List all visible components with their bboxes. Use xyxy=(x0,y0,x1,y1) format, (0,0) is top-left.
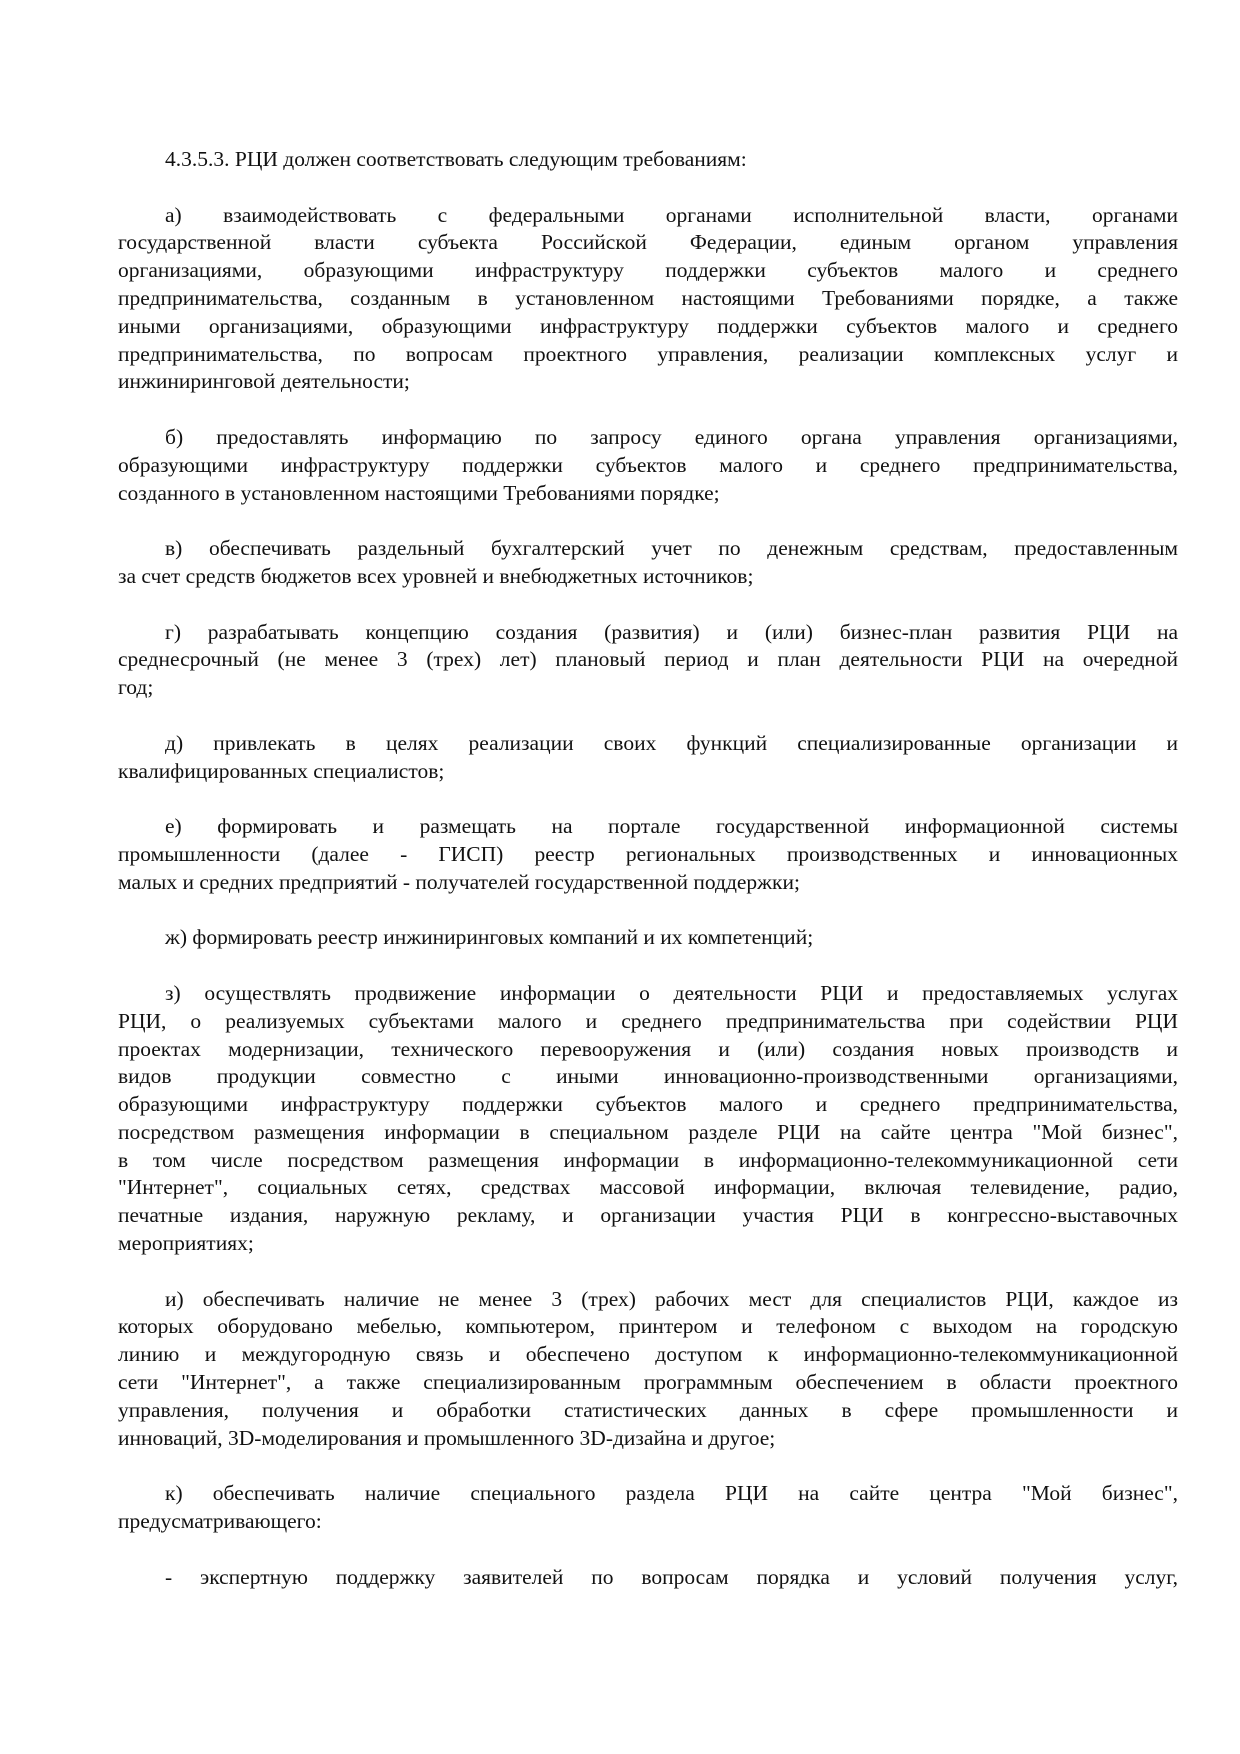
text-line: государственной власти субъекта Российской Федерации, единым органом управления xyxy=(118,230,1178,255)
text-line: промышленности (далее - ГИСП) реестр региональных производственных и инновационных xyxy=(118,841,1178,866)
text-line: и) обеспечивать наличие не менее 3 (трех) рабочих мест для специалистов РЦИ, каждое из xyxy=(165,1286,1178,1311)
text-line: 4.3.5.3. РЦИ должен соответствовать следующим требованиям: xyxy=(165,147,747,171)
text-line: печатные издания, наружную рекламу, и организации участия РЦИ в конгрессно-выставочных xyxy=(118,1203,1178,1228)
text-line: малых и средних предприятий - получателей государственной поддержки; xyxy=(118,869,800,894)
paragraph xyxy=(118,1286,1178,1453)
text-line: сети "Интернет", а также специализированным программным обеспечением в области проектного xyxy=(118,1370,1178,1395)
paragraph xyxy=(118,1564,1178,1592)
text-line: - экспертную поддержку заявителей по вопросам порядка и условий получения услуг, xyxy=(165,1564,1178,1589)
text-line: организациями, образующими инфраструктуру поддержки субъектов малого и среднего xyxy=(118,258,1178,283)
paragraph xyxy=(118,1480,1178,1536)
text-line: управления, получения и обработки статистических данных в сфере промышленности и xyxy=(118,1397,1178,1422)
text-line: созданного в установленном настоящими Требованиями порядке; xyxy=(118,480,720,505)
text-line: РЦИ, о реализуемых субъектами малого и среднего предпринимательства при содействии РЦИ xyxy=(118,1008,1178,1033)
text-line: образующими инфраструктуру поддержки субъектов малого и среднего предпринимательства, xyxy=(118,1092,1178,1117)
paragraph xyxy=(118,980,1178,1258)
text-line: ж) формировать реестр инжиниринговых компаний и их компетенций; xyxy=(165,925,814,950)
text-line: г) разрабатывать концепцию создания (развития) и (или) бизнес-план развития РЦИ на xyxy=(165,619,1178,644)
text-line: в том числе посредством размещения информации в информационно-телекоммуникационной сети xyxy=(118,1147,1178,1172)
text-line: предпринимательства, созданным в установленном настоящими Требованиями порядке, а также xyxy=(118,285,1178,310)
text-line: а) взаимодействовать с федеральными органами исполнительной власти, органами xyxy=(165,202,1178,227)
paragraph xyxy=(118,730,1178,786)
text-line: предпринимательства, по вопросам проектного управления, реализации комплексных услуг и xyxy=(118,341,1178,366)
text-line: д) привлекать в целях реализации своих функций специализированные организации и xyxy=(165,730,1178,755)
paragraph xyxy=(118,424,1178,507)
paragraph xyxy=(118,619,1178,702)
text-line: видов продукции совместно с иными инновационно-производственными организациями, xyxy=(118,1064,1178,1089)
text-line: линию и междугородную связь и обеспечено доступом к информационно-телекоммуникационной xyxy=(118,1342,1178,1367)
text-line: квалифицированных специалистов; xyxy=(118,758,445,783)
text-line: посредством размещения информации в специальном разделе РЦИ на сайте центра "Мой бизнес", xyxy=(118,1119,1178,1144)
text-line: которых оборудовано мебелью, компьютером, принтером и телефоном с выходом на городскую xyxy=(118,1314,1178,1339)
paragraph xyxy=(118,924,1178,952)
text-line: иными организациями, образующими инфраструктуру поддержки субъектов малого и среднего xyxy=(118,313,1178,338)
text-line: мероприятиях; xyxy=(118,1231,254,1256)
paragraph xyxy=(118,202,1178,397)
text-line: "Интернет", социальных сетях, средствах массовой информации, включая телевидение, радио, xyxy=(118,1175,1178,1200)
text-line: проектах модернизации, технического перевооружения и (или) создания новых производств и xyxy=(118,1036,1178,1061)
text-line: з) осуществлять продвижение информации о деятельности РЦИ и предоставляемых услугах xyxy=(165,980,1178,1005)
text-line: инноваций, 3D-моделирования и промышленного 3D-дизайна и другое; xyxy=(118,1425,776,1450)
text-line: б) предоставлять информацию по запросу единого органа управления организациями, xyxy=(165,424,1178,449)
text-line: е) формировать и размещать на портале государственной информационной системы xyxy=(165,814,1178,839)
document-page xyxy=(118,146,1178,1619)
text-line: среднесрочный (не менее 3 (трех) лет) плановый период и план деятельности РЦИ на очередной xyxy=(118,647,1178,672)
section-heading xyxy=(118,146,1178,174)
text-line: образующими инфраструктуру поддержки субъектов малого и среднего предпринимательства, xyxy=(118,452,1178,477)
text-line: к) обеспечивать наличие специального раздела РЦИ на сайте центра "Мой бизнес", xyxy=(165,1481,1178,1506)
paragraph xyxy=(118,535,1178,591)
text-line: в) обеспечивать раздельный бухгалтерский учет по денежным средствам, предоставленным xyxy=(165,536,1178,561)
text-line: инжиниринговой деятельности; xyxy=(118,369,410,394)
paragraph xyxy=(118,813,1178,896)
text-line: год; xyxy=(118,675,154,700)
text-line: предусматривающего: xyxy=(118,1509,322,1534)
text-line: за счет средств бюджетов всех уровней и внебюджетных источников; xyxy=(118,563,754,588)
